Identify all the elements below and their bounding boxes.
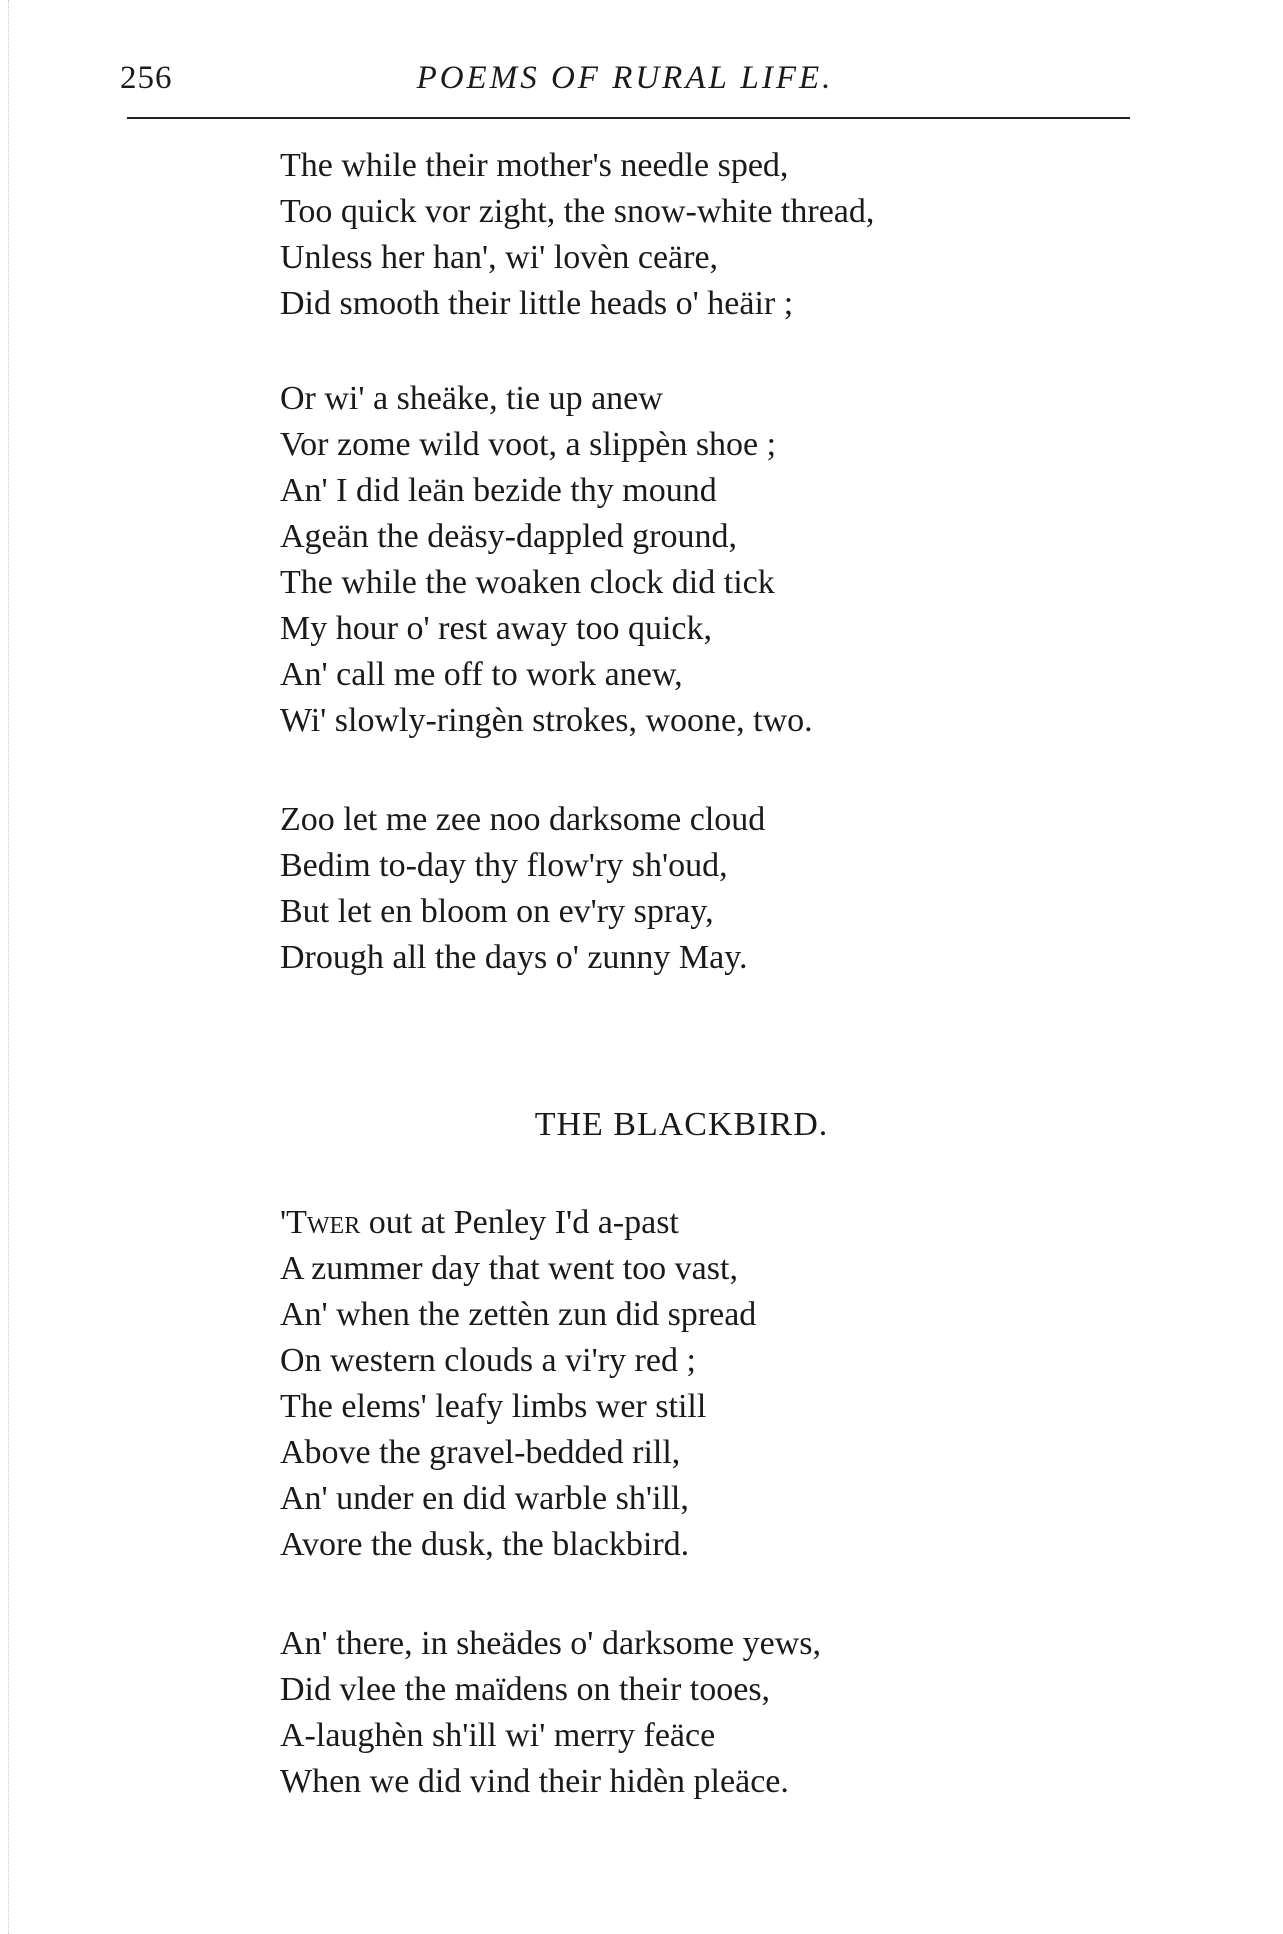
verse-line: Unless her han', wi' lovèn ceäre, (280, 239, 719, 276)
verse-line: An' there, in sheädes o' darksome yews, (280, 1625, 821, 1662)
stanza (280, 1200, 1100, 1568)
header-rule (127, 117, 1130, 119)
page-header (120, 60, 1130, 112)
verse-line: A-laughèn sh'ill wi' merry feäce (280, 1717, 716, 1754)
verse-line: An' under en did warble sh'ill, (280, 1480, 689, 1517)
stanza (280, 1621, 1100, 1805)
verse-line: Wi' slowly-ringèn strokes, woone, two. (280, 702, 813, 739)
verse-line: An' call me off to work anew, (280, 656, 683, 693)
verse-line: An' when the zettèn zun did spread (280, 1296, 757, 1333)
verse-line: Too quick vor zight, the snow-white thread, (280, 193, 875, 230)
verse-line: An' I did leän bezide thy mound (280, 472, 717, 509)
verse-line: The while the woaken clock did tick (280, 564, 775, 601)
stanza (280, 797, 1100, 981)
verse-line: Did smooth their little heads o' heäir ; (280, 285, 794, 322)
verse-line: Zoo let me zee noo darksome cloud (280, 801, 766, 838)
poem-title: THE BLACKBIRD. (534, 1106, 829, 1143)
verse-line: Bedim to-day thy flow'ry sh'oud, (280, 847, 728, 884)
verse-line: The elems' leafy limbs wer still (280, 1388, 707, 1425)
verse-line: When we did vind their hidèn pleäce. (280, 1763, 789, 1800)
verse-line: Or wi' a sheäke, tie up anew (280, 380, 663, 417)
verse-line: Vor zome wild voot, a slippèn shoe ; (280, 426, 777, 463)
verse-line: Ageän the deäsy-dappled ground, (280, 518, 737, 555)
initial-word: 'Twer (280, 1204, 361, 1241)
verse-line: The while their mother's needle sped, (280, 147, 789, 184)
verse-line: Above the gravel-bedded rill, (280, 1434, 681, 1471)
verse-line (280, 1200, 1100, 1246)
verse-line: Drough all the days o' zunny May. (280, 939, 748, 976)
running-title: POEMS OF RURAL LIFE. (416, 60, 834, 96)
verse-line: But let en bloom on ev'ry spray, (280, 893, 714, 930)
stanza (280, 143, 1100, 327)
verse-line: On western clouds a vi'ry red ; (280, 1342, 696, 1379)
verse-line: Did vlee the maïdens on their tooes, (280, 1671, 771, 1708)
gutter-line (8, 0, 9, 1934)
page-number: 256 (120, 60, 173, 96)
first-line-rest: out at Penley I'd a-past (360, 1204, 679, 1241)
stanza (280, 376, 1100, 744)
verse-line: A zummer day that went too vast, (280, 1250, 738, 1287)
verse-line: My hour o' rest away too quick, (280, 610, 712, 647)
verse-line: Avore the dusk, the blackbird. (280, 1526, 690, 1563)
